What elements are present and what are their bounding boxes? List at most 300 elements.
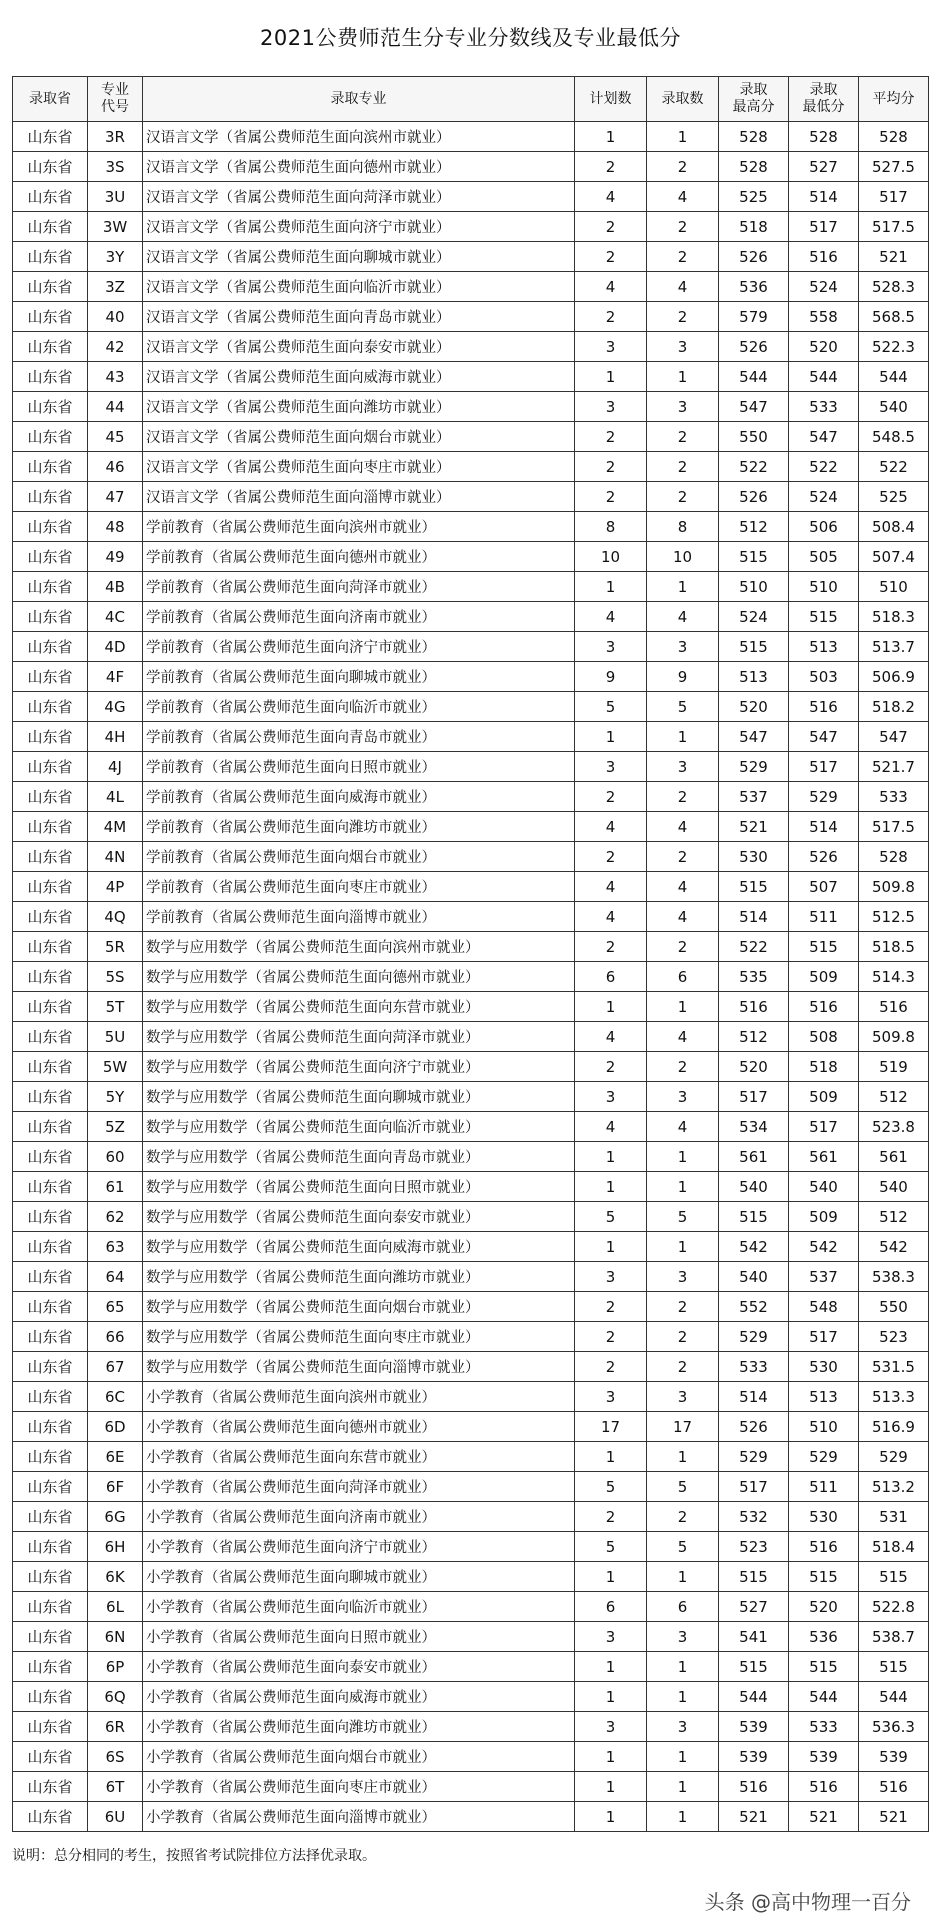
cell-code: 4L — [88, 782, 143, 812]
cell-min: 513 — [789, 1382, 859, 1412]
table-row — [13, 482, 929, 512]
cell-min: 530 — [789, 1352, 859, 1382]
table-row — [13, 812, 929, 842]
cell-major: 数学与应用数学（省属公费师范生面向淄博市就业） — [143, 1352, 575, 1382]
cell-min: 542 — [789, 1232, 859, 1262]
cell-max: 541 — [719, 1622, 789, 1652]
table-row — [13, 512, 929, 542]
cell-max: 536 — [719, 272, 789, 302]
cell-min: 510 — [789, 572, 859, 602]
cell-plan: 2 — [575, 1502, 647, 1532]
cell-major: 学前教育（省属公费师范生面向淄博市就业） — [143, 902, 575, 932]
cell-plan: 1 — [575, 1742, 647, 1772]
watermark: 头条 @高中物理一百分 — [704, 1890, 911, 1914]
table-row — [13, 1802, 929, 1832]
table-row — [13, 632, 929, 662]
cell-admitted: 2 — [647, 1052, 719, 1082]
cell-admitted: 6 — [647, 962, 719, 992]
cell-major: 学前教育（省属公费师范生面向临沂市就业） — [143, 692, 575, 722]
cell-avg: 515 — [859, 1652, 929, 1682]
cell-major: 汉语言文学（省属公费师范生面向聊城市就业） — [143, 242, 575, 272]
cell-max: 544 — [719, 362, 789, 392]
cell-max: 515 — [719, 1652, 789, 1682]
cell-province: 山东省 — [13, 1022, 88, 1052]
cell-province: 山东省 — [13, 482, 88, 512]
table-row — [13, 422, 929, 452]
cell-code: 5T — [88, 992, 143, 1022]
cell-max: 516 — [719, 1772, 789, 1802]
cell-avg: 513.7 — [859, 632, 929, 662]
table-row — [13, 392, 929, 422]
cell-admitted: 2 — [647, 422, 719, 452]
cell-min: 529 — [789, 1442, 859, 1472]
cell-code: 6R — [88, 1712, 143, 1742]
header-min — [789, 77, 859, 122]
cell-min: 526 — [789, 842, 859, 872]
table-row — [13, 332, 929, 362]
cell-major: 学前教育（省属公费师范生面向滨州市就业） — [143, 512, 575, 542]
cell-avg: 518.2 — [859, 692, 929, 722]
cell-plan: 6 — [575, 1592, 647, 1622]
cell-max: 528 — [719, 152, 789, 182]
table-row — [13, 1532, 929, 1562]
cell-major: 数学与应用数学（省属公费师范生面向菏泽市就业） — [143, 1022, 575, 1052]
cell-min: 547 — [789, 722, 859, 752]
cell-province: 山东省 — [13, 1652, 88, 1682]
cell-code: 5W — [88, 1052, 143, 1082]
header-min-line1: 录取 — [809, 82, 838, 98]
cell-plan: 1 — [575, 1142, 647, 1172]
header-code-line1: 专业 — [101, 82, 129, 98]
cell-min: 506 — [789, 512, 859, 542]
cell-max: 529 — [719, 1322, 789, 1352]
cell-admitted: 3 — [647, 1082, 719, 1112]
header-province: 录取省 — [13, 77, 88, 122]
cell-admitted: 1 — [647, 1682, 719, 1712]
cell-min: 511 — [789, 902, 859, 932]
cell-admitted: 1 — [647, 362, 719, 392]
cell-code: 6U — [88, 1802, 143, 1832]
cell-admitted: 2 — [647, 1502, 719, 1532]
cell-avg: 522.8 — [859, 1592, 929, 1622]
cell-province: 山东省 — [13, 362, 88, 392]
cell-admitted: 9 — [647, 662, 719, 692]
cell-plan: 2 — [575, 1292, 647, 1322]
cell-province: 山东省 — [13, 1772, 88, 1802]
cell-max: 526 — [719, 242, 789, 272]
cell-province: 山东省 — [13, 782, 88, 812]
cell-major: 学前教育（省属公费师范生面向德州市就业） — [143, 542, 575, 572]
cell-plan: 3 — [575, 392, 647, 422]
table-row — [13, 302, 929, 332]
cell-avg: 538.7 — [859, 1622, 929, 1652]
cell-max: 515 — [719, 632, 789, 662]
cell-plan: 2 — [575, 1052, 647, 1082]
cell-code: 47 — [88, 482, 143, 512]
cell-max: 561 — [719, 1142, 789, 1172]
table-row — [13, 1082, 929, 1112]
cell-province: 山东省 — [13, 992, 88, 1022]
cell-avg: 519 — [859, 1052, 929, 1082]
cell-admitted: 2 — [647, 452, 719, 482]
cell-major: 数学与应用数学（省属公费师范生面向泰安市就业） — [143, 1202, 575, 1232]
cell-admitted: 2 — [647, 842, 719, 872]
cell-avg: 536.3 — [859, 1712, 929, 1742]
cell-admitted: 4 — [647, 602, 719, 632]
cell-max: 537 — [719, 782, 789, 812]
cell-avg: 518.5 — [859, 932, 929, 962]
header-admitted: 录取数 — [647, 77, 719, 122]
cell-min: 520 — [789, 332, 859, 362]
cell-avg: 512.5 — [859, 902, 929, 932]
cell-min: 507 — [789, 872, 859, 902]
cell-plan: 1 — [575, 1172, 647, 1202]
cell-province: 山东省 — [13, 1712, 88, 1742]
table-row — [13, 1262, 929, 1292]
cell-avg: 550 — [859, 1292, 929, 1322]
cell-admitted: 17 — [647, 1412, 719, 1442]
cell-admitted: 1 — [647, 1802, 719, 1832]
cell-plan: 1 — [575, 722, 647, 752]
cell-max: 547 — [719, 392, 789, 422]
score-table — [12, 76, 929, 1832]
table-row — [13, 212, 929, 242]
cell-major: 小学教育（省属公费师范生面向临沂市就业） — [143, 1592, 575, 1622]
cell-plan: 1 — [575, 1802, 647, 1832]
cell-province: 山东省 — [13, 1472, 88, 1502]
cell-code: 4B — [88, 572, 143, 602]
cell-province: 山东省 — [13, 1292, 88, 1322]
cell-admitted: 2 — [647, 932, 719, 962]
cell-avg: 510 — [859, 572, 929, 602]
cell-code: 6Q — [88, 1682, 143, 1712]
cell-major: 小学教育（省属公费师范生面向聊城市就业） — [143, 1562, 575, 1592]
table-row — [13, 722, 929, 752]
cell-min: 529 — [789, 782, 859, 812]
cell-admitted: 3 — [647, 1262, 719, 1292]
cell-major: 学前教育（省属公费师范生面向青岛市就业） — [143, 722, 575, 752]
cell-plan: 2 — [575, 482, 647, 512]
cell-admitted: 2 — [647, 482, 719, 512]
cell-max: 515 — [719, 872, 789, 902]
table-row — [13, 542, 929, 572]
cell-plan: 3 — [575, 1082, 647, 1112]
cell-max: 534 — [719, 1112, 789, 1142]
table-row — [13, 992, 929, 1022]
cell-province: 山东省 — [13, 212, 88, 242]
cell-min: 509 — [789, 962, 859, 992]
cell-code: 46 — [88, 452, 143, 482]
table-row — [13, 1562, 929, 1592]
cell-min: 536 — [789, 1622, 859, 1652]
cell-admitted: 2 — [647, 1322, 719, 1352]
cell-max: 539 — [719, 1712, 789, 1742]
cell-admitted: 4 — [647, 1022, 719, 1052]
cell-province: 山东省 — [13, 692, 88, 722]
table-row — [13, 1652, 929, 1682]
header-avg: 平均分 — [859, 77, 929, 122]
cell-plan: 3 — [575, 1382, 647, 1412]
cell-major: 小学教育（省属公费师范生面向济宁市就业） — [143, 1532, 575, 1562]
cell-plan: 4 — [575, 902, 647, 932]
cell-major: 汉语言文学（省属公费师范生面向烟台市就业） — [143, 422, 575, 452]
table-row — [13, 1232, 929, 1262]
cell-code: 43 — [88, 362, 143, 392]
cell-code: 4C — [88, 602, 143, 632]
cell-code: 3W — [88, 212, 143, 242]
cell-major: 汉语言文学（省属公费师范生面向潍坊市就业） — [143, 392, 575, 422]
cell-min: 508 — [789, 1022, 859, 1052]
cell-avg: 517.5 — [859, 212, 929, 242]
cell-code: 3S — [88, 152, 143, 182]
table-row — [13, 1292, 929, 1322]
cell-avg: 529 — [859, 1442, 929, 1472]
cell-province: 山东省 — [13, 1412, 88, 1442]
cell-admitted: 1 — [647, 1172, 719, 1202]
table-row — [13, 662, 929, 692]
cell-max: 540 — [719, 1262, 789, 1292]
cell-province: 山东省 — [13, 1442, 88, 1472]
cell-avg: 523 — [859, 1322, 929, 1352]
cell-major: 数学与应用数学（省属公费师范生面向临沂市就业） — [143, 1112, 575, 1142]
cell-admitted: 1 — [647, 1742, 719, 1772]
table-row — [13, 1172, 929, 1202]
cell-code: 6N — [88, 1622, 143, 1652]
cell-avg: 507.4 — [859, 542, 929, 572]
cell-max: 552 — [719, 1292, 789, 1322]
cell-province: 山东省 — [13, 1202, 88, 1232]
table-row — [13, 1772, 929, 1802]
cell-min: 517 — [789, 1322, 859, 1352]
cell-province: 山东省 — [13, 1562, 88, 1592]
cell-major: 小学教育（省属公费师范生面向日照市就业） — [143, 1622, 575, 1652]
cell-plan: 8 — [575, 512, 647, 542]
cell-avg: 528.3 — [859, 272, 929, 302]
cell-max: 533 — [719, 1352, 789, 1382]
cell-plan: 3 — [575, 1712, 647, 1742]
table-row — [13, 1202, 929, 1232]
cell-province: 山东省 — [13, 1742, 88, 1772]
cell-province: 山东省 — [13, 122, 88, 152]
cell-avg: 518.3 — [859, 602, 929, 632]
cell-province: 山东省 — [13, 302, 88, 332]
header-min-line2: 最低分 — [802, 99, 845, 115]
cell-plan: 5 — [575, 1472, 647, 1502]
cell-admitted: 3 — [647, 332, 719, 362]
cell-admitted: 2 — [647, 302, 719, 332]
cell-max: 522 — [719, 932, 789, 962]
cell-admitted: 3 — [647, 392, 719, 422]
table-row — [13, 1472, 929, 1502]
cell-code: 44 — [88, 392, 143, 422]
cell-min: 517 — [789, 212, 859, 242]
cell-min: 516 — [789, 692, 859, 722]
cell-major: 汉语言文学（省属公费师范生面向临沂市就业） — [143, 272, 575, 302]
cell-avg: 533 — [859, 782, 929, 812]
cell-major: 数学与应用数学（省属公费师范生面向枣庄市就业） — [143, 1322, 575, 1352]
cell-province: 山东省 — [13, 1382, 88, 1412]
cell-admitted: 1 — [647, 1142, 719, 1172]
cell-province: 山东省 — [13, 542, 88, 572]
cell-plan: 1 — [575, 1772, 647, 1802]
table-row — [13, 1682, 929, 1712]
cell-province: 山东省 — [13, 1802, 88, 1832]
cell-code: 4Q — [88, 902, 143, 932]
cell-avg: 539 — [859, 1742, 929, 1772]
cell-province: 山东省 — [13, 662, 88, 692]
cell-major: 汉语言文学（省属公费师范生面向威海市就业） — [143, 362, 575, 392]
header-code — [88, 77, 143, 122]
cell-province: 山东省 — [13, 902, 88, 932]
cell-province: 山东省 — [13, 752, 88, 782]
cell-province: 山东省 — [13, 1502, 88, 1532]
cell-avg: 542 — [859, 1232, 929, 1262]
cell-code: 4N — [88, 842, 143, 872]
cell-avg: 509.8 — [859, 872, 929, 902]
cell-code: 4J — [88, 752, 143, 782]
cell-admitted: 1 — [647, 992, 719, 1022]
cell-code: 5Z — [88, 1112, 143, 1142]
cell-admitted: 4 — [647, 902, 719, 932]
cell-admitted: 2 — [647, 242, 719, 272]
cell-avg: 540 — [859, 1172, 929, 1202]
cell-min: 520 — [789, 1592, 859, 1622]
cell-admitted: 3 — [647, 1382, 719, 1412]
cell-plan: 3 — [575, 1622, 647, 1652]
cell-min: 513 — [789, 632, 859, 662]
cell-min: 510 — [789, 1412, 859, 1442]
table-row — [13, 572, 929, 602]
cell-avg: 513.2 — [859, 1472, 929, 1502]
cell-major: 汉语言文学（省属公费师范生面向滨州市就业） — [143, 122, 575, 152]
table-row — [13, 872, 929, 902]
cell-province: 山东省 — [13, 602, 88, 632]
cell-major: 数学与应用数学（省属公费师范生面向聊城市就业） — [143, 1082, 575, 1112]
cell-plan: 3 — [575, 752, 647, 782]
cell-max: 540 — [719, 1172, 789, 1202]
cell-admitted: 1 — [647, 722, 719, 752]
cell-major: 数学与应用数学（省属公费师范生面向青岛市就业） — [143, 1142, 575, 1172]
cell-max: 510 — [719, 572, 789, 602]
cell-major: 小学教育（省属公费师范生面向潍坊市就业） — [143, 1712, 575, 1742]
cell-major: 学前教育（省属公费师范生面向潍坊市就业） — [143, 812, 575, 842]
cell-admitted: 4 — [647, 182, 719, 212]
cell-code: 6G — [88, 1502, 143, 1532]
cell-avg: 521 — [859, 242, 929, 272]
table-row — [13, 362, 929, 392]
cell-plan: 1 — [575, 1232, 647, 1262]
cell-major: 汉语言文学（省属公费师范生面向枣庄市就业） — [143, 452, 575, 482]
page-title: 2021公费师范生分专业分数线及专业最低分 — [260, 26, 681, 50]
cell-max: 515 — [719, 1562, 789, 1592]
cell-max: 521 — [719, 812, 789, 842]
cell-max: 514 — [719, 902, 789, 932]
header-max-line2: 最高分 — [732, 99, 775, 115]
cell-code: 65 — [88, 1292, 143, 1322]
cell-plan: 6 — [575, 962, 647, 992]
cell-min: 509 — [789, 1202, 859, 1232]
cell-code: 4F — [88, 662, 143, 692]
cell-min: 528 — [789, 122, 859, 152]
cell-max: 517 — [719, 1472, 789, 1502]
cell-plan: 2 — [575, 452, 647, 482]
cell-plan: 1 — [575, 1652, 647, 1682]
cell-avg: 512 — [859, 1202, 929, 1232]
cell-max: 514 — [719, 1382, 789, 1412]
table-row — [13, 1712, 929, 1742]
cell-plan: 4 — [575, 182, 647, 212]
table-row — [13, 1352, 929, 1382]
cell-province: 山东省 — [13, 1622, 88, 1652]
cell-code: 5Y — [88, 1082, 143, 1112]
cell-max: 524 — [719, 602, 789, 632]
cell-admitted: 4 — [647, 272, 719, 302]
table-row — [13, 1052, 929, 1082]
cell-admitted: 1 — [647, 1442, 719, 1472]
table-header-row — [13, 77, 929, 122]
cell-avg: 515 — [859, 1562, 929, 1592]
cell-major: 数学与应用数学（省属公费师范生面向滨州市就业） — [143, 932, 575, 962]
cell-min: 533 — [789, 392, 859, 422]
cell-code: 42 — [88, 332, 143, 362]
cell-province: 山东省 — [13, 1142, 88, 1172]
cell-major: 小学教育（省属公费师范生面向济南市就业） — [143, 1502, 575, 1532]
cell-avg: 506.9 — [859, 662, 929, 692]
cell-min: 515 — [789, 932, 859, 962]
table-row — [13, 242, 929, 272]
cell-province: 山东省 — [13, 182, 88, 212]
cell-major: 汉语言文学（省属公费师范生面向泰安市就业） — [143, 332, 575, 362]
cell-province: 山东省 — [13, 422, 88, 452]
cell-admitted: 2 — [647, 1352, 719, 1382]
cell-plan: 5 — [575, 1202, 647, 1232]
cell-code: 6F — [88, 1472, 143, 1502]
cell-code: 61 — [88, 1172, 143, 1202]
cell-min: 516 — [789, 242, 859, 272]
cell-admitted: 3 — [647, 752, 719, 782]
cell-code: 6T — [88, 1772, 143, 1802]
cell-province: 山东省 — [13, 1262, 88, 1292]
cell-avg: 512 — [859, 1082, 929, 1112]
cell-min: 547 — [789, 422, 859, 452]
table-row — [13, 1382, 929, 1412]
cell-min: 515 — [789, 1562, 859, 1592]
cell-max: 535 — [719, 962, 789, 992]
table-row — [13, 1502, 929, 1532]
cell-province: 山东省 — [13, 1172, 88, 1202]
cell-province: 山东省 — [13, 1232, 88, 1262]
cell-plan: 3 — [575, 632, 647, 662]
cell-min: 516 — [789, 992, 859, 1022]
header-max — [719, 77, 789, 122]
table-row — [13, 1742, 929, 1772]
cell-province: 山东省 — [13, 1352, 88, 1382]
cell-major: 小学教育（省属公费师范生面向枣庄市就业） — [143, 1772, 575, 1802]
cell-major: 小学教育（省属公费师范生面向威海市就业） — [143, 1682, 575, 1712]
table-row — [13, 122, 929, 152]
cell-province: 山东省 — [13, 1052, 88, 1082]
cell-code: 6K — [88, 1562, 143, 1592]
cell-province: 山东省 — [13, 332, 88, 362]
cell-max: 523 — [719, 1532, 789, 1562]
table-row — [13, 752, 929, 782]
cell-min: 544 — [789, 362, 859, 392]
cell-min: 522 — [789, 452, 859, 482]
cell-avg: 531 — [859, 1502, 929, 1532]
cell-code: 3U — [88, 182, 143, 212]
cell-avg: 516.9 — [859, 1412, 929, 1442]
table-row — [13, 1022, 929, 1052]
